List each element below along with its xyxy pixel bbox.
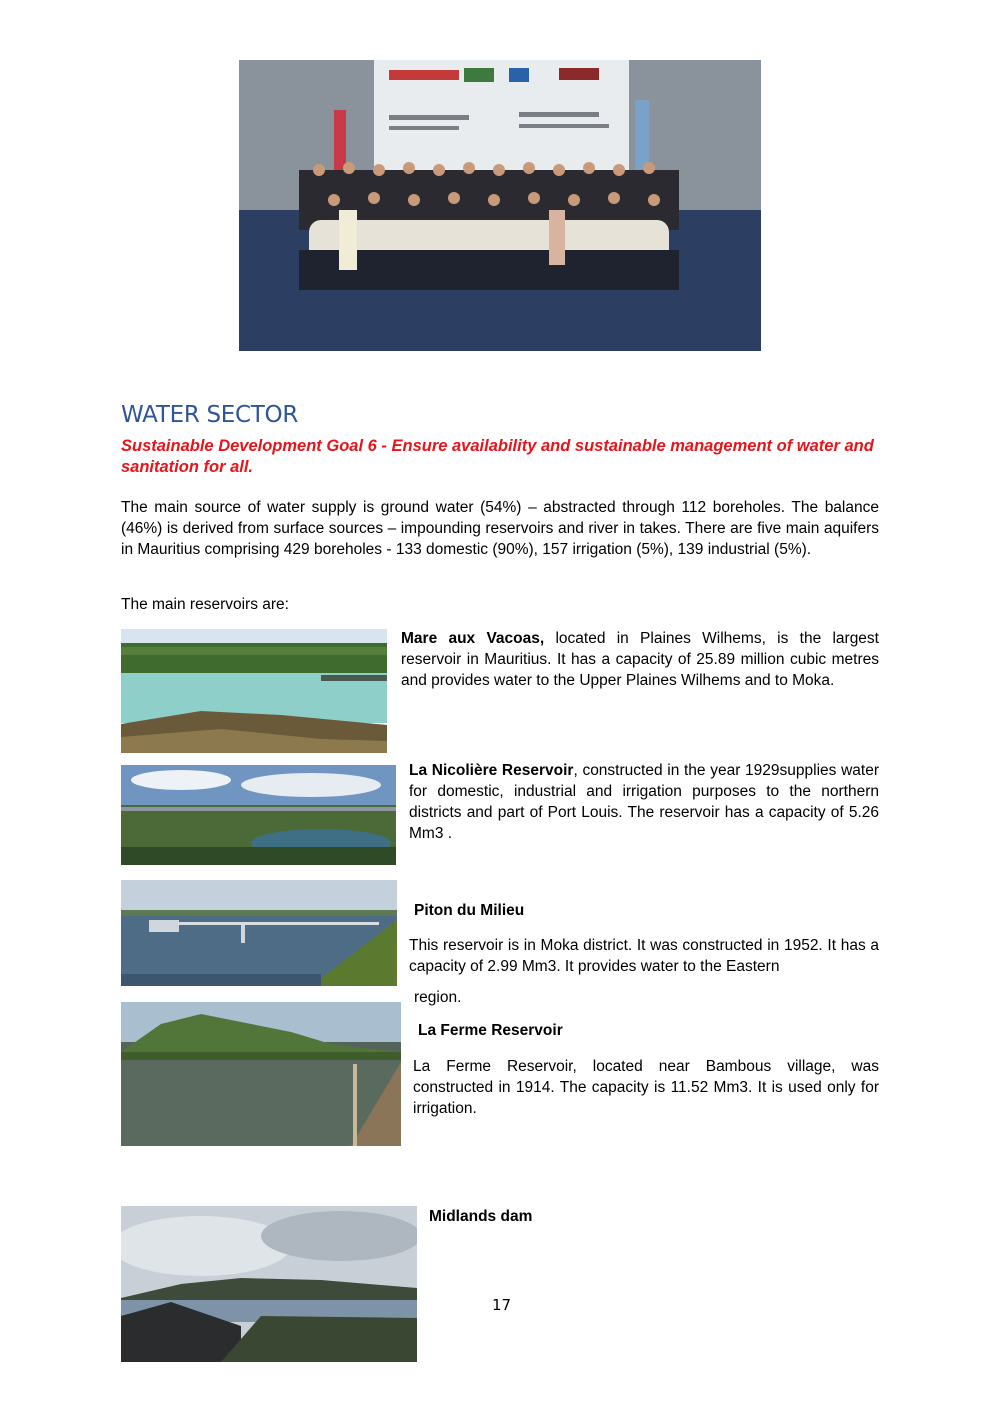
piton-du-milieu-desc: This reservoir is in Moka district. It was constructed in 1952. It has a capacity of 2.99 Mm3. It provides water to the Eastern — [409, 937, 879, 975]
la-ferme-photo — [121, 1002, 401, 1146]
la-ferme-name: La Ferme Reservoir — [418, 1022, 563, 1039]
la-nicoliere-text — [409, 760, 879, 844]
section-title: WATER SECTOR — [121, 402, 299, 428]
mare-aux-vacoas-text — [401, 628, 879, 691]
la-ferme-desc: La Ferme Reservoir, located near Bambous village, was constructed in 1914. The capacity is 11.52 Mm3. It is used only for irrigation. — [413, 1058, 879, 1117]
la-nicoliere-desc: , constructed in the year 1929supplies water for domestic, industrial and irrigation purposes to the northern districts and part of Port Louis. The reservoir has a capacity of 5.26 Mm3 . — [409, 762, 879, 842]
page-number: 17 — [492, 1296, 512, 1314]
group-photo — [239, 60, 761, 351]
midlands-dam-name: Midlands dam — [429, 1208, 533, 1225]
sdg-subtitle: Sustainable Development Goal 6 - Ensure availability and sustainable management of water and sanitation for all. — [121, 437, 874, 476]
main-reservoirs-label: The main reservoirs are: — [121, 596, 289, 613]
piton-du-milieu-photo — [121, 880, 397, 986]
piton-du-milieu-desc-end: region. — [414, 989, 462, 1006]
mare-aux-vacoas-photo — [121, 629, 387, 753]
mare-aux-vacoas-desc: located in Plaines Wilhems, is the largest reservoir in Mauritius. It has a capacity of 25.89 million cubic metres and provides water to the Upper Plaines Wilhems and to Moka. — [401, 630, 879, 689]
mare-aux-vacoas-name: Mare aux Vacoas, — [401, 630, 545, 647]
piton-du-milieu-name: Piton du Milieu — [414, 902, 525, 919]
intro-paragraph: The main source of water supply is ground water (54%) – abstracted through 112 boreholes. The balance (46%) is derived from surface sources – impounding reservoirs and river in takes. There are five main aquifers in Mauritius comprising 429 boreholes - 133 domestic (90%), 157 irrigation (5%), 139 industrial (5%). — [121, 499, 879, 558]
la-nicoliere-name: La Nicolière Reservoir — [409, 762, 574, 779]
midlands-dam-photo — [121, 1206, 417, 1362]
la-nicoliere-photo — [121, 765, 396, 865]
